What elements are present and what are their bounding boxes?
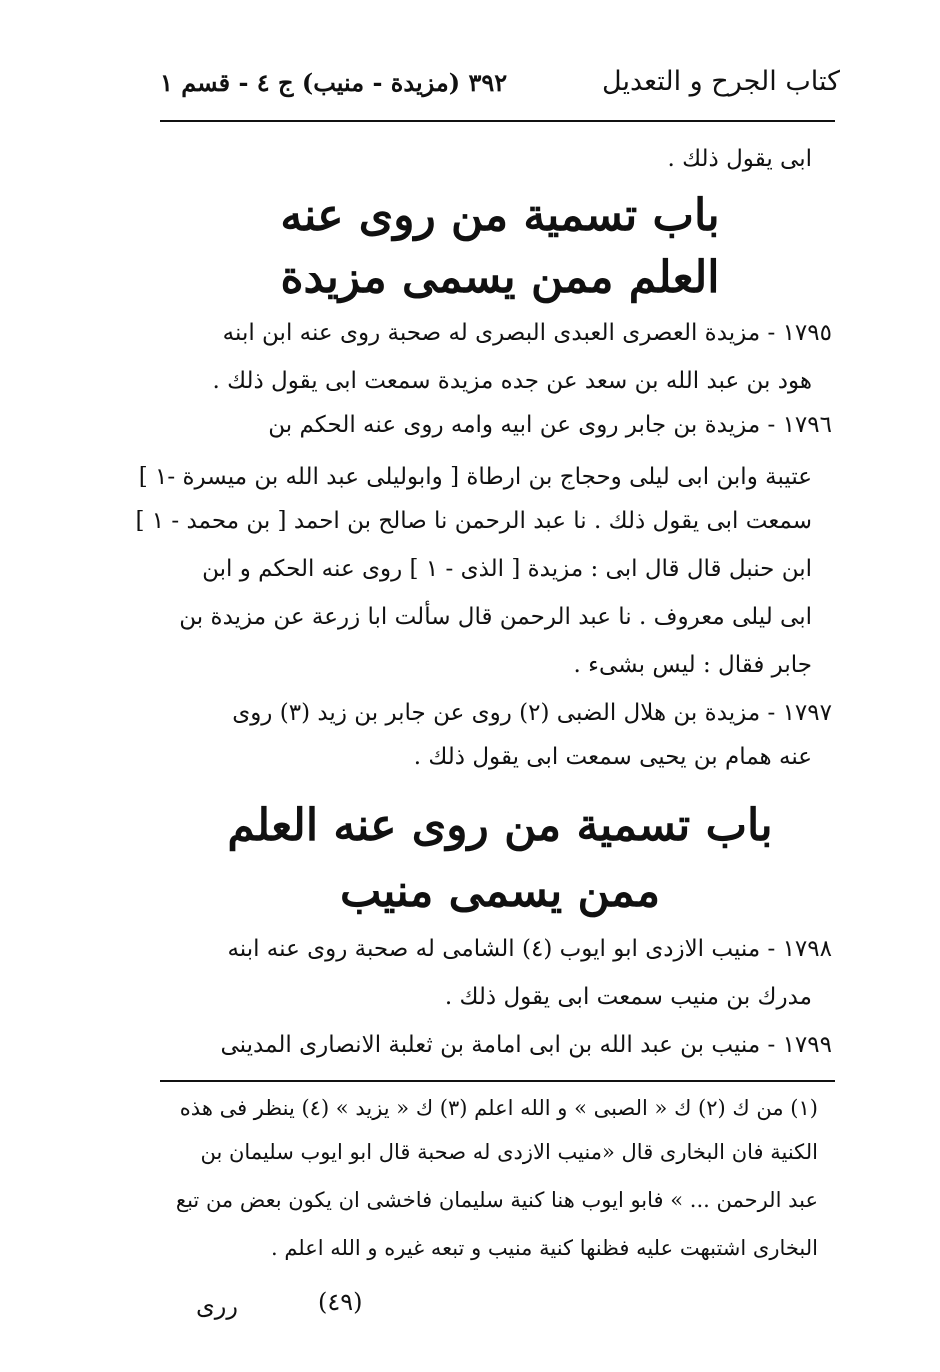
entry-1797-line1: ١٧٩٧ - مزيدة بن هلال الضبى (٢) روى عن جابر بن زيد (٣) روى: [232, 700, 832, 726]
sheet-number: (٤٩): [318, 1288, 363, 1316]
footnote-line3: عبد الرحمن ... » فابو ايوب هنا كنية سليمان فاخشى ان يكون بعض من تبع: [175, 1188, 818, 1212]
entry-1796-line5: ابى ليلى معروف . نا عبد الرحمن قال سألت ابا زرعة عن مزيدة بن: [179, 604, 812, 630]
section1-title-line2: العلم ممن يسمى مزيدة: [280, 252, 720, 303]
entry-1796-line4: ابن حنبل قال قال ابى : مزيدة [ الذى - ١ ] روى عنه الحكم و ابن: [202, 556, 812, 582]
entry-1798-line1: ١٧٩٨ - منيب الازدى ابو ايوب (٤) الشامى له صحبة روى عنه ابنه: [227, 936, 832, 962]
page-info: ٣٩٢ (مزيدة - منيب) ج ٤ - قسم ١: [160, 68, 508, 97]
footnote-line4: البخارى اشتبهت عليه فظنها كنية منيب و تبعه غيره و الله اعلم .: [270, 1236, 818, 1260]
section2-title-line2: ممن يسمى منيب: [339, 866, 661, 917]
section1-title-line1: باب تسمية من روى عنه: [280, 190, 720, 241]
entry-1795-line1: ١٧٩٥ - مزيدة العصرى العبدى البصرى له صحبة روى عنه ابن ابنه: [222, 320, 832, 346]
book-title: كتاب الجرح و التعديل: [602, 66, 840, 97]
section2-title-line1: باب تسمية من روى عنه العلم: [227, 800, 773, 851]
entry-1798-line2: مدرك بن منيب سمعت ابى يقول ذلك .: [444, 984, 812, 1010]
signature-mark: ررى: [196, 1292, 238, 1320]
entry-1799-line1: ١٧٩٩ - منيب بن عبد الله بن ابى امامة بن ثعلبة الانصارى المدينى: [220, 1032, 832, 1058]
footnote-line1: (١) من ك (٢) ك « الصبى » و الله اعلم (٣) ك « يزيد » (٤) ينظر فى هذه: [179, 1096, 818, 1120]
entry-1796-line1: ١٧٩٦ - مزيدة بن جابر روى عن ابيه وامه روى عنه الحكم بن: [268, 412, 832, 438]
footnote-rule: [160, 1080, 835, 1082]
page-header: [160, 66, 840, 110]
intro-line: ابى يقول ذلك .: [667, 146, 812, 172]
entry-1795-line2: هود بن عبد الله بن سعد عن جده مزيدة سمعت ابى يقول ذلك .: [212, 368, 812, 394]
entry-1796-line3: سمعت ابى يقول ذلك . نا عبد الرحمن نا صالح بن احمد [ بن محمد - ١ ]: [135, 508, 812, 534]
header-rule: [160, 120, 835, 122]
entry-1797-line2: عنه همام بن يحيى سمعت ابى يقول ذلك .: [413, 744, 812, 770]
entry-1796-line2: عتيبة وابن ابى ليلى وحجاج بن ارطاة [ وابوليلى عبد الله بن ميسرة -١ ]: [138, 464, 812, 490]
entry-1796-line6: جابر فقال : ليس بشىء .: [573, 652, 812, 678]
footnote-line2: الكنية فان البخارى قال «منيب الازدى له صحبة قال ابو ايوب سليمان بن: [200, 1140, 818, 1164]
